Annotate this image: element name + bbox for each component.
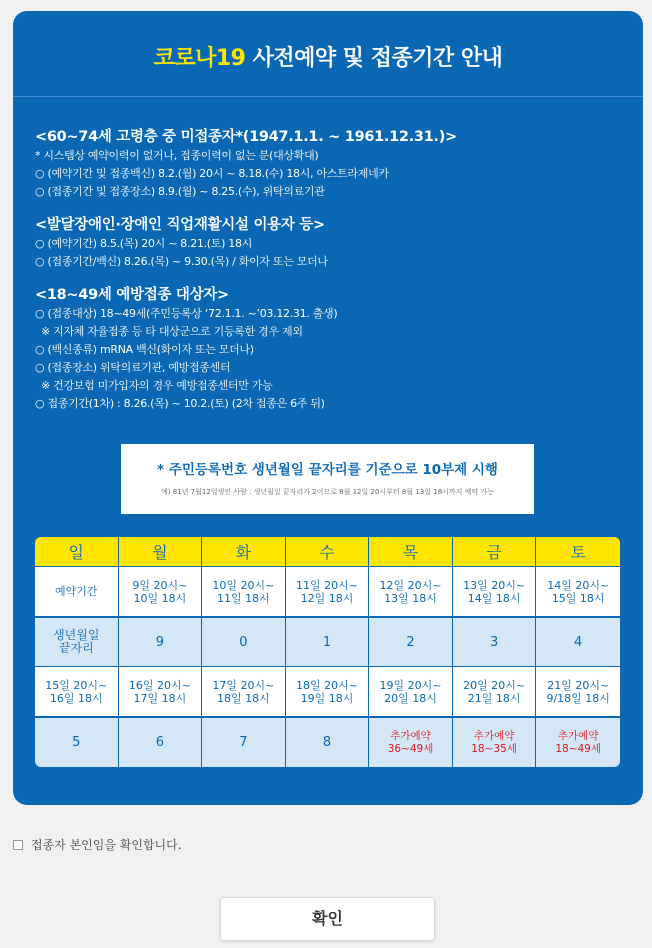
cell-text-line: 13일 18시 [384, 591, 437, 605]
cell-text-line: 14일 18시 [467, 591, 521, 605]
info-content [13, 97, 643, 413]
cell-text-line: 12일 18시 [300, 591, 354, 605]
schedule-table [35, 537, 620, 767]
table-cell [35, 667, 119, 717]
table-cell [369, 567, 453, 617]
info-panel [13, 11, 643, 805]
section-line: ※ 건강보험 미가입자의 경우 예방접종센터만 가능 [41, 379, 273, 392]
section-line: ○ (접종장소) 위탁의료기관, 예방접종센터 [35, 361, 231, 374]
table-cell [202, 717, 286, 767]
table-row [35, 617, 620, 667]
cell-text-line: 7 [239, 735, 248, 750]
table-cell [536, 567, 620, 617]
section-line: ○ (접종기간/백신) 8.26.(목) ~ 9.30.(목) / 화이자 또는 모더나 [35, 255, 328, 268]
section-line: ○ (접종대상) 18~49세(주민등록상 ‘72.1.1. ~’03.12.31. 출생) [35, 307, 338, 320]
section-line: ○ (접종기간 및 접종장소) 8.9.(월) ~ 8.25.(수), 위탁의료기관 [35, 185, 325, 198]
table-cell [35, 567, 119, 617]
cell-text-line: 16일 20시~ [128, 678, 191, 692]
cell-text-line: 5 [72, 735, 81, 750]
table-cell [202, 667, 286, 717]
cell-text-line: 15일 20시~ [45, 678, 108, 692]
section-title: <18~49세 예방접종 대상자> [35, 287, 229, 303]
cell-text-line: 17일 18시 [133, 691, 187, 705]
cell-text-line: 4 [574, 634, 583, 650]
page-title [13, 11, 643, 97]
cell-text-line: 3 [489, 634, 499, 650]
cell-text-line: 20일 20시~ [463, 678, 526, 692]
section-line: ○ (예약기간) 8.5.(목) 20시 ~ 8.21.(토) 18시 [35, 237, 253, 250]
table-cell [536, 667, 620, 717]
title-highlight: 코로나19 [153, 46, 246, 71]
table-cell [286, 667, 370, 717]
cell-text-line: 9일 20시~ [132, 578, 188, 592]
cell-text-line: 14일 20시~ [547, 578, 610, 592]
table-cell [453, 617, 537, 667]
cell-text-line: 끝자리 [58, 641, 94, 655]
cell-text-line: 20일 18시 [384, 691, 437, 705]
section-line: * 시스템상 예약이력이 없거나, 접종이력이 없는 분(대상확대) [35, 149, 319, 162]
cell-text-line: 추가예약 [390, 729, 431, 742]
table-cell [453, 667, 537, 717]
section-line: ○ (백신종류) mRNA 백신(화이자 또는 모더나) [35, 343, 254, 356]
section-line: ○ (예약기간 및 접종백신) 8.2.(월) 20시 ~ 8.18.(수) 18시, 아스트라제네카 [35, 167, 389, 180]
table-cell [453, 567, 537, 617]
agreement-label: 접종자 본인임을 확인합니다. [31, 838, 182, 852]
cell-text-line: 0 [239, 634, 248, 650]
table-cell [369, 617, 453, 667]
table-cell [536, 617, 620, 667]
cell-text-line: 예약기간 [55, 585, 98, 598]
cell-text-line: 11일 20시~ [295, 578, 358, 592]
section-title: <60~74세 고령층 중 미접종자*(1947.1.1. ~ 1961.12.31.)> [35, 129, 457, 145]
table-cell [286, 617, 370, 667]
cell-text-line: 19일 18시 [300, 691, 354, 705]
cell-text-line: 12일 20시~ [379, 578, 442, 592]
cell-text-line: 15일 18시 [551, 591, 605, 605]
table-cell [35, 617, 119, 667]
cell-text-line: 17일 20시~ [212, 678, 275, 692]
table-row [35, 717, 620, 767]
section-disabled [35, 215, 643, 271]
table-cell [119, 617, 203, 667]
table-cell [453, 717, 537, 767]
cell-text-line: 16일 18시 [49, 691, 103, 705]
section-line: ※ 지자체 자율접종 등 타 대상군으로 기등록한 경우 제외 [41, 325, 303, 338]
notice-example: 예) 81년 7월12일생인 사람 : 생년월일 끝자리가 2이므로 8월 12일 20시부터 8월 13일 18시까지 예약 가능 [161, 488, 494, 496]
day-header: 수 [286, 537, 370, 567]
day-header: 금 [453, 537, 537, 567]
cell-text-line: 생년월일 [53, 628, 100, 642]
day-header: 화 [202, 537, 286, 567]
notice-main: * 주민등록번호 생년월일 끝자리를 기준으로 10부제 시행 [157, 462, 498, 478]
cell-text-line: 2 [406, 634, 415, 650]
table-header-row [35, 537, 620, 567]
day-header: 목 [369, 537, 453, 567]
cell-text-line: 18~35세 [471, 742, 517, 755]
day-header: 일 [35, 537, 119, 567]
cell-text-line: 6 [155, 735, 164, 750]
cell-text-line: 18~49세 [555, 742, 602, 755]
table-cell [369, 667, 453, 717]
table-cell [536, 717, 620, 767]
table-cell [119, 667, 203, 717]
cell-text-line: 9/18일 18시 [546, 691, 610, 705]
cell-text-line: 1 [322, 634, 332, 650]
cell-text-line: 8 [322, 735, 332, 750]
cell-text-line: 10일 20시~ [212, 578, 275, 592]
cell-text-line: 18일 20시~ [295, 678, 358, 692]
day-header: 토 [536, 537, 620, 567]
cell-text-line: 추가예약 [557, 729, 599, 742]
agreement-row[interactable] [13, 836, 182, 853]
confirm-button[interactable]: 확인 [220, 897, 435, 941]
table-row [35, 667, 620, 717]
cell-text-line: 13일 20시~ [463, 578, 526, 592]
cell-text-line: 10일 18시 [133, 591, 187, 605]
agreement-checkbox[interactable] [13, 840, 23, 850]
table-cell [119, 567, 203, 617]
section-18-49 [35, 285, 643, 413]
table-cell [286, 567, 370, 617]
cell-text-line: 추가예약 [473, 729, 515, 742]
cell-text-line: 21일 20시~ [547, 678, 610, 692]
table-cell [202, 567, 286, 617]
notice-box [121, 444, 534, 514]
cell-text-line: 9 [155, 634, 164, 650]
cell-text-line: 11일 18시 [217, 591, 270, 605]
cell-text-line: 36~49세 [387, 742, 434, 755]
section-title: <발달장애인·장애인 직업재활시설 이용자 등> [35, 217, 325, 233]
cell-text-line: 18일 18시 [217, 691, 270, 705]
table-cell [202, 617, 286, 667]
section-elderly [35, 127, 643, 201]
table-cell [369, 717, 453, 767]
title-text: 사전예약 및 접종기간 안내 [245, 46, 503, 71]
table-row [35, 567, 620, 617]
section-line: ○ 접종기간(1차) : 8.26.(목) ~ 10.2.(토) (2차 접종은 6주 뒤) [35, 397, 325, 410]
day-header: 월 [119, 537, 203, 567]
table-cell [119, 717, 203, 767]
table-cell [35, 717, 119, 767]
table-cell [286, 717, 370, 767]
cell-text-line: 21일 18시 [467, 691, 521, 705]
cell-text-line: 19일 20시~ [379, 678, 442, 692]
